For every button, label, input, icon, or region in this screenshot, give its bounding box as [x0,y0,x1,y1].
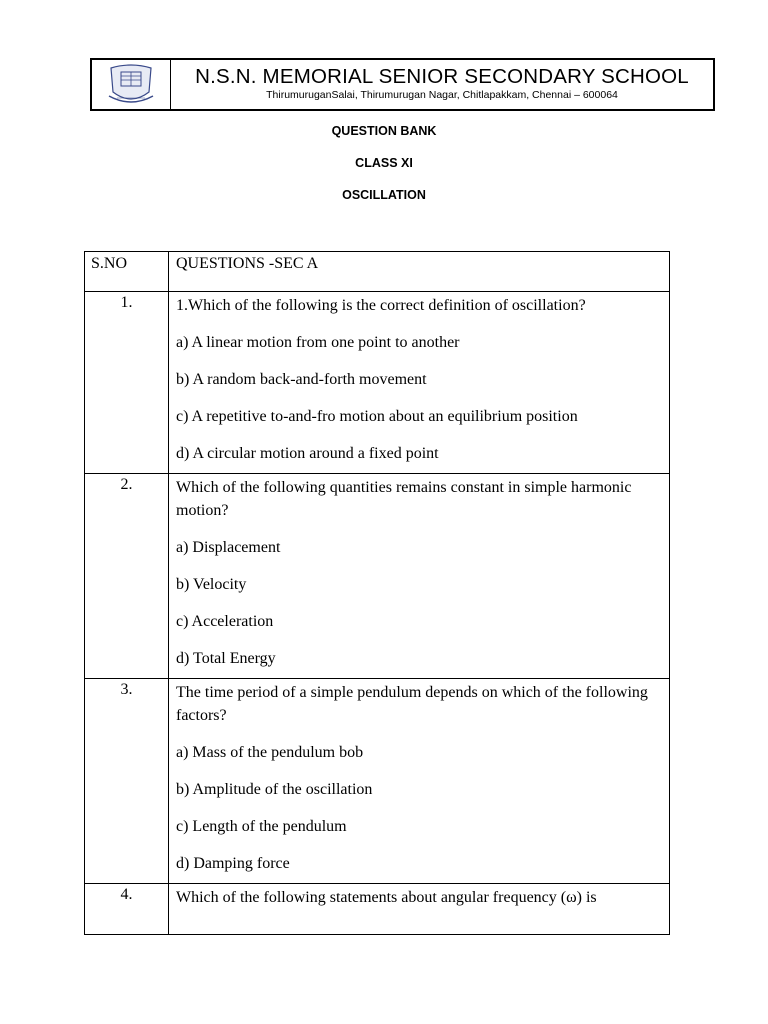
option-a: a) A linear motion from one point to another [176,334,460,351]
school-address: ThirumuruganSalai, Thirumurugan Nagar, Chitlapakkam, Chennai – 600064 [266,88,618,101]
table-row [85,292,670,474]
table-header-row [85,252,670,292]
column-header-sno: S.NO [85,252,169,292]
option-c: c) Length of the pendulum [176,818,347,835]
option-a: a) Displacement [176,539,281,556]
option-b: b) Amplitude of the oscillation [176,781,373,798]
question-text: The time period of a simple pendulum depends on which of the following factors? [176,684,648,724]
option-a: a) Mass of the pendulum bob [176,744,364,761]
question-cell [169,474,670,679]
table-row [85,884,670,935]
option-d: d) Damping force [176,855,290,872]
school-header [90,58,715,111]
table-row [85,679,670,884]
row-number: 4. [85,884,169,935]
row-number: 2. [85,474,169,679]
heading-topic: OSCILLATION [342,188,426,202]
heading-question-bank: QUESTION BANK [331,124,437,138]
heading-class: CLASS XI [355,156,413,170]
option-d: d) Total Energy [176,650,276,667]
option-c: c) A repetitive to-and-fro motion about an equilibrium position [176,408,578,425]
option-b: b) A random back-and-forth movement [176,371,427,388]
school-crest-icon [103,62,159,108]
column-header-questions: QUESTIONS -SEC A [169,252,670,292]
option-c: c) Acceleration [176,613,274,630]
school-name: N.S.N. MEMORIAL SENIOR SECONDARY SCHOOL [195,64,689,88]
option-d: d) A circular motion around a fixed point [176,445,439,462]
question-text: 1.Which of the following is the correct definition of oscillation? [176,297,586,314]
table-row [85,474,670,679]
question-cell [169,679,670,884]
school-title-cell [171,60,713,109]
question-cell [169,884,670,935]
questions-table [84,251,670,935]
option-b: b) Velocity [176,576,247,593]
question-text: Which of the following quantities remains constant in simple harmonic motion? [176,479,632,519]
question-text: Which of the following statements about angular frequency (ω) is [176,889,597,906]
row-number: 1. [85,292,169,474]
row-number: 3. [85,679,169,884]
question-cell [169,292,670,474]
logo-cell [92,60,171,109]
